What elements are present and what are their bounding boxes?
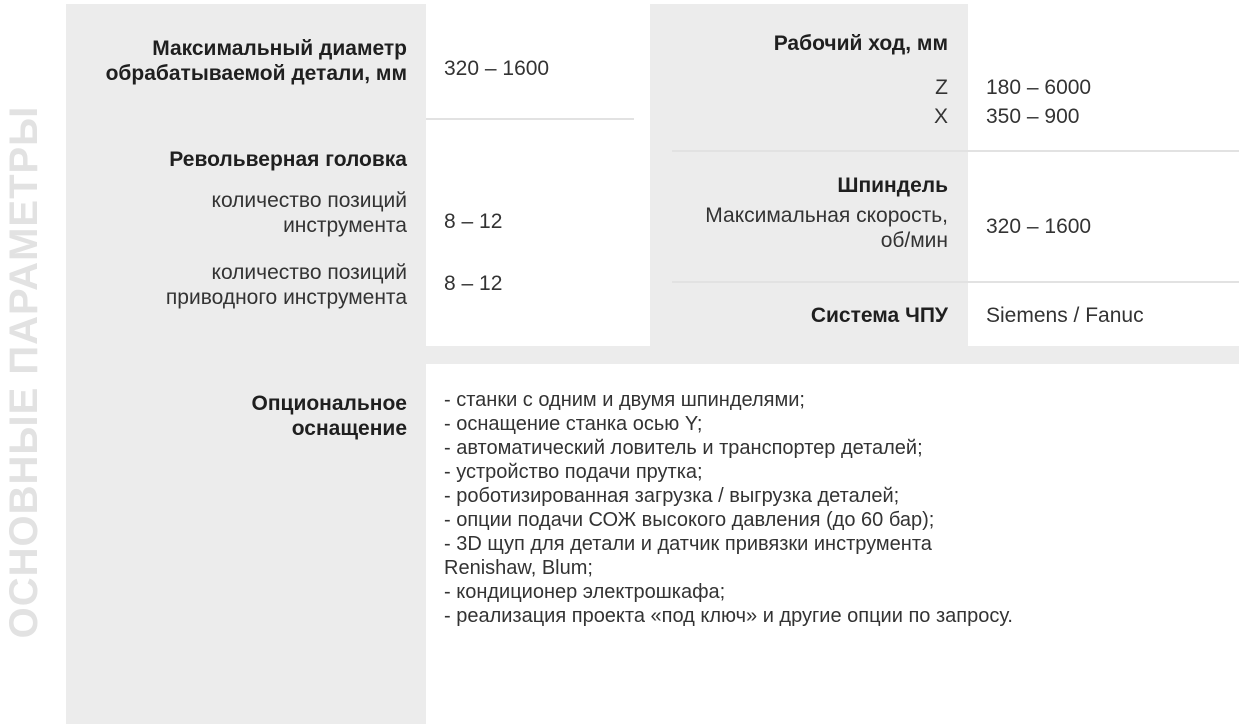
travel-z-label: Z (935, 76, 948, 99)
vertical-section-title (0, 0, 48, 724)
spindle-speed-value: 320 – 1600 (986, 215, 1092, 238)
option-item: - автоматический ловитель и транспортер деталей; (444, 437, 923, 459)
travel-z-value: 180 – 6000 (986, 76, 1092, 99)
left-row-divider (426, 118, 634, 120)
travel-x-value: 350 – 900 (986, 105, 1080, 128)
option-item: Renishaw, Blum; (444, 557, 593, 579)
max-diameter-value: 320 – 1600 (444, 57, 550, 80)
option-item: - кондиционер электрошкафа; (444, 581, 726, 603)
travel-title: Рабочий ход, мм (773, 32, 948, 55)
option-item: - устройство подачи прутка; (444, 461, 703, 483)
cnc-value: Siemens / Fanuc (986, 304, 1144, 327)
option-item: - станки с одним и двумя шпинделями; (444, 389, 805, 411)
max-diameter-label: Максимальный диаметр обрабатываемой детали, мм (105, 37, 407, 85)
option-item: - оснащение станка осью Y; (444, 413, 703, 435)
right-row-divider-1 (672, 150, 1239, 152)
driven-positions-label: количество позиций приводного инструмента (165, 261, 407, 309)
vertical-section-title-text: ОСНОВНЫЕ ПАРАМЕТРЫ (2, 105, 46, 639)
right-row-divider-2 (672, 281, 1239, 283)
option-item: - реализация проекта «под ключ» и другие опции по запросу. (444, 605, 1013, 627)
option-item: - 3D щуп для детали и датчик привязки инструмента (444, 533, 932, 555)
spindle-title: Шпиндель (837, 174, 948, 197)
options-title: Опциональное оснащение (251, 392, 407, 440)
option-item: - роботизированная загрузка / выгрузка деталей; (444, 485, 900, 507)
spindle-speed-label: Максимальная скорость, об/мин (705, 204, 948, 252)
driven-positions-value: 8 – 12 (444, 272, 503, 295)
turret-title: Револьверная головка (169, 148, 407, 171)
cnc-label: Система ЧПУ (810, 304, 948, 327)
options-list (444, 388, 1013, 628)
tool-positions-label: количество позиций инструмента (211, 189, 407, 237)
option-item: - опции подачи СОЖ высокого давления (до 60 бар); (444, 509, 935, 531)
right-value-column (968, 4, 1239, 346)
travel-x-label: X (933, 105, 948, 128)
tool-positions-value: 8 – 12 (444, 210, 503, 233)
